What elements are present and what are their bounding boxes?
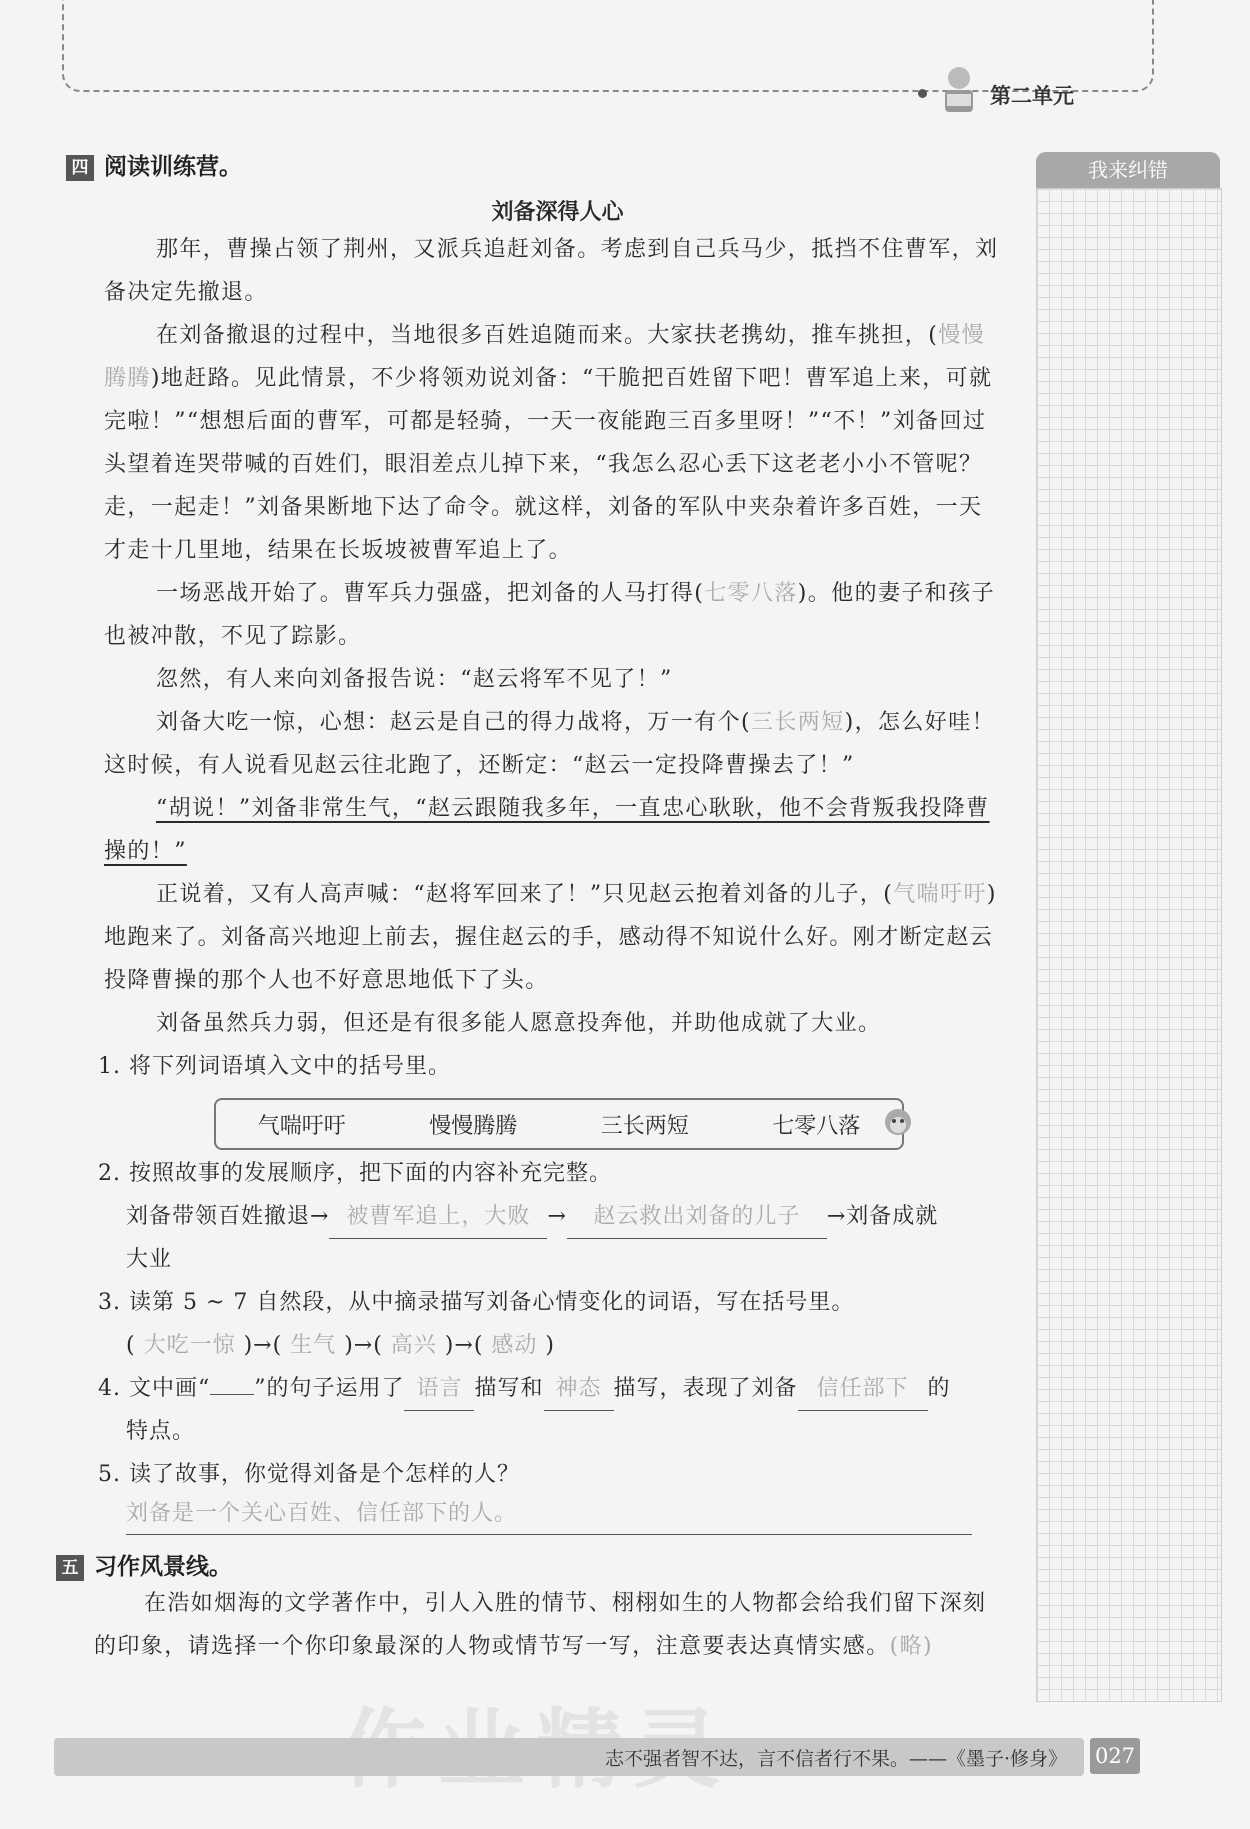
section-five-title: 习作风景线。 [94, 1554, 232, 1580]
unit-label: 第二单元 [990, 84, 1074, 108]
story-paragraph-7: 正说着，又有人高声喊：“赵将军回来了！”只见赵云抱着刘备的儿子，(气喘吁吁)地跑来了。刘备高兴地迎上前去，握住赵云的手，感动得不知说什么好。刚才断定赵云投降曹操的那个人也不好意思地低下了头。 [104, 882, 997, 993]
word-bank-item: 慢慢腾腾 [429, 1113, 518, 1139]
monkey-icon [878, 1104, 918, 1144]
answer-blank: 语言 [404, 1367, 474, 1411]
question-2-answer: 刘备带领百姓撤退→ 被曹军追上，大败 → 赵云救出刘备的儿子 →刘备成就 [126, 1195, 1006, 1239]
question-5-answer: 刘备是一个关心百姓、信任部下的人。 [126, 1494, 972, 1535]
story-paragraph-8: 刘备虽然兵力弱，但还是有很多能人愿意投奔他，并助他成就了大业。 [156, 1011, 882, 1036]
writing-answer: (略) [889, 1634, 933, 1659]
mood-word: 生气 [290, 1333, 337, 1358]
answer-fill-2: 七零八落 [704, 581, 798, 606]
story-paragraph-3: 一场恶战开始了。曹军兵力强盛，把刘备的人马打得(七零八落)。他的妻子和孩子也被冲散，不见了踪影。 [104, 581, 995, 649]
reading-kid-icon [937, 64, 981, 116]
answer-blank: 信任部下 [798, 1367, 928, 1411]
word-bank-item: 三长两短 [600, 1113, 689, 1139]
word-bank-item: 七零八落 [772, 1113, 861, 1139]
question-1: 1. 将下列词语填入文中的括号里。 [98, 1054, 451, 1079]
story-paragraph-2: 在刘备撤退的过程中，当地很多百姓追随而来。大家扶老携幼，推车挑担，(慢慢腾腾)地赶路。见此情景，不少将领劝说刘备：“干脆把百姓留下吧！曹军追上来，可就完啦！”“想想后面的曹军，可都是轻骑，一天一夜能跑三百多里呀！”“不！”刘备回过头望着连哭带喊的百姓们，眼泪差点儿掉下来，“我怎么忍心丢下这老老小小不管呢？走，一起走！”刘备果断地下达了命令。就这样，刘备的军队中夹杂着许多百姓，一天才走十几里地，结果在长坂坡被曹军追上了。 [104, 323, 993, 563]
question-3: 3. 读第 5 ~ 7 自然段，从中摘录描写刘备心情变化的词语，写在括号里。 [98, 1290, 855, 1315]
section-four-heading [66, 148, 242, 181]
word-bank-item: 气喘吁吁 [257, 1113, 346, 1139]
story-paragraph-4: 忽然，有人来向刘备报告说：“赵云将军不见了！” [156, 667, 673, 692]
footer-quote: 志不强者智不达，言不信者行不果。——《墨子·修身》 [605, 1748, 1068, 1770]
bullet-dot [918, 89, 927, 98]
answer-fill-4: 气喘吁吁 [893, 882, 987, 907]
correction-tag: 我来纠错 [1036, 152, 1220, 188]
answer-blank: 赵云救出刘备的儿子 [567, 1195, 827, 1239]
correction-grid [1036, 188, 1222, 1702]
question-2: 2. 按照故事的发展顺序，把下面的内容补充完整。 [98, 1161, 612, 1186]
mood-word: 高兴 [390, 1333, 437, 1358]
story-paragraph-1: 那年，曹操占领了荆州，又派兵追赶刘备。考虑到自己兵马少，抵挡不住曹军，刘备决定先撤退。 [104, 237, 999, 305]
section-four-title: 阅读训练营。 [104, 154, 242, 180]
answer-fill-3: 三长两短 [751, 710, 845, 735]
word-bank [214, 1098, 904, 1150]
writing-prompt: 在浩如烟海的文学著作中，引人入胜的情节、栩栩如生的人物都会给我们留下深刻的印象，请选择一个你印象最深的人物或情节写一写，注意要表达真情实感。(略) [94, 1591, 987, 1659]
mood-word: 大吃一惊 [143, 1333, 236, 1358]
section-five-number: 五 [56, 1555, 84, 1581]
question-3-answer: ( 大吃一惊 )→( 生气 )→( 高兴 )→( 感动 ) [126, 1333, 555, 1358]
underlined-sentence: “胡说！”刘备非常生气，“赵云跟随我多年，一直忠心耿耿，他不会背叛我投降曹操的！” [104, 796, 990, 864]
answer-blank: 被曹军追上，大败 [329, 1195, 547, 1239]
section-five-heading [56, 1548, 232, 1581]
question-5: 5. 读了故事，你觉得刘备是个怎样的人？ [98, 1462, 520, 1487]
page-number: 027 [1090, 1738, 1140, 1774]
answer-fill-1: 慢慢腾腾 [104, 323, 985, 391]
answer-blank: 神态 [544, 1367, 614, 1411]
mood-word: 感动 [491, 1333, 538, 1358]
question-4-tail: 特点。 [126, 1419, 196, 1444]
question-2-tail: 大业 [126, 1247, 173, 1272]
story-paragraph-6 [104, 787, 1004, 873]
story-paragraph-5: 刘备大吃一惊，心想：赵云是自己的得力战将，万一有个(三长两短)，怎么好哇！这时候，有人说看见赵云往北跑了，还断定：“赵云一定投降曹操去了！” [104, 710, 995, 778]
top-frame [62, 0, 1154, 92]
section-four-number: 四 [66, 155, 94, 181]
story-title: 刘备深得人心 [491, 200, 624, 225]
question-4: 4. 文中画“ ”的句子运用了 语言 描写和 神态 描写，表现了刘备 信任部下 的 [98, 1367, 951, 1411]
